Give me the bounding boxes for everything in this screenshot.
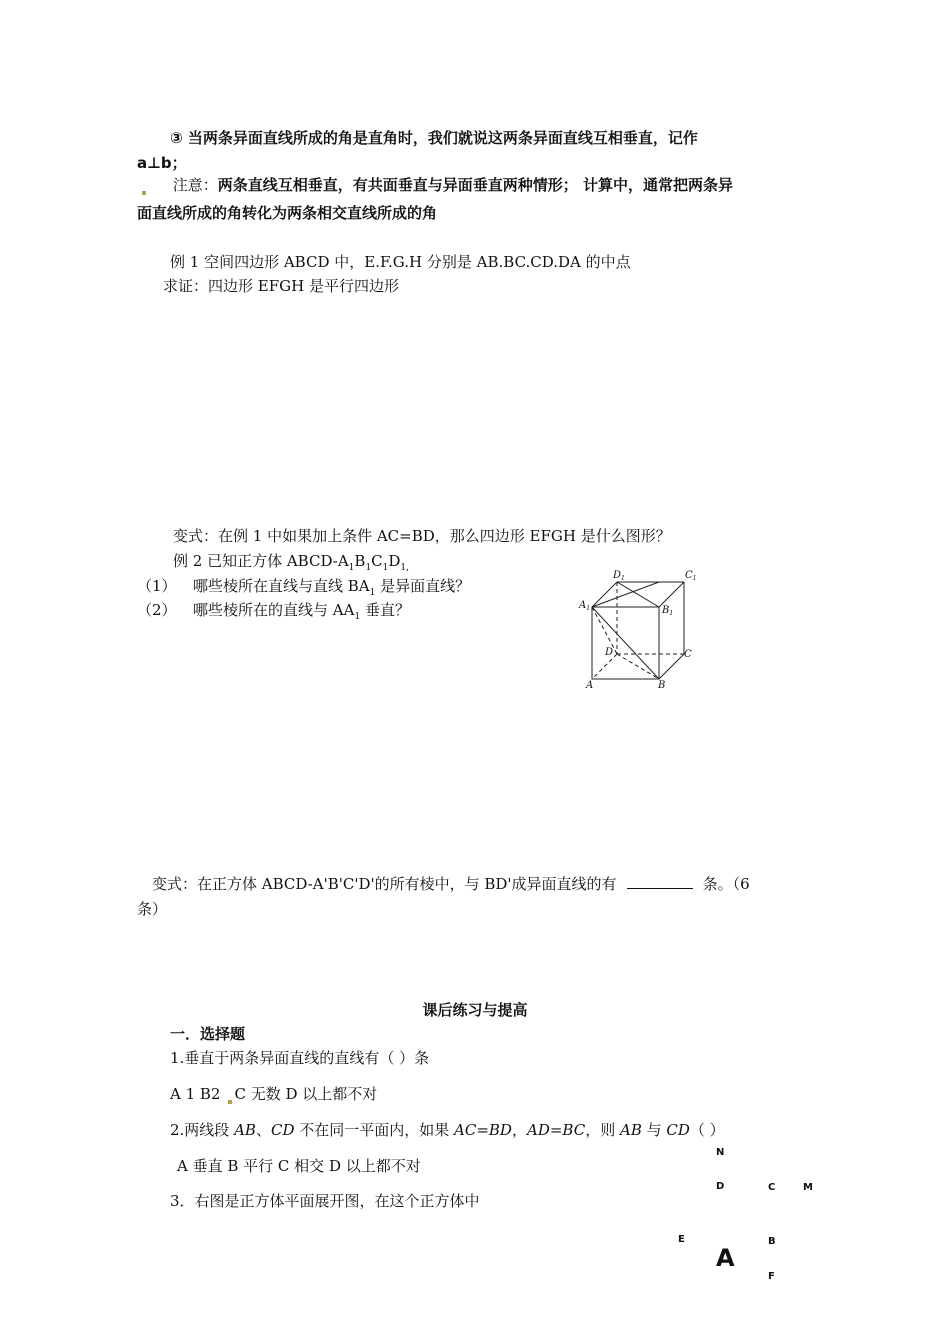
q2-cond2: AD=BC [526,1121,586,1139]
net-label-n: N [716,1147,725,1158]
variant1: 变式：在例 1 中如果加上条件 AC=BD，那么四边形 EFGH 是什么图形？ [173,527,671,545]
q2-sep: 、 [255,1121,271,1139]
answer-blank[interactable] [627,874,693,889]
q2-then: ，则 [585,1121,620,1139]
sub-3: 1 [382,563,389,573]
t-d: D [388,552,401,570]
q2-with: 与 [641,1121,667,1139]
exercise-q2 [170,1120,725,1140]
edit-mark-icon [142,191,146,195]
label-b: B [658,680,666,691]
label-a: A [586,680,594,691]
note-label: 注意： [172,176,218,194]
variant2-text: 变式：在正方体 ABCD-A'B'C'D'的所有棱中，与 BD'成异面直线的有 [152,875,617,893]
label-c: C [684,649,692,660]
q2-cond1: AC=BD [454,1121,512,1139]
q1-options-b: C 无数 D 以上都不对 [234,1085,378,1103]
exercise-q2-options: A 垂直 B 平行 C 相交 D 以上都不对 [177,1157,421,1175]
note-line2: 面直线所成的角转化为两条相交直线所成的角 [137,204,438,222]
label-d1: $D_1$ [613,570,625,582]
note-line1 [142,175,733,195]
cube-diagram [575,565,705,695]
variant2-line1 [152,874,750,894]
q2-cd: CD [270,1121,295,1139]
example2-q2 [137,600,410,627]
q2-number: （2） [137,601,177,619]
net-label-e: E [678,1234,685,1245]
section-choice: 一．选择题 [170,1025,246,1043]
example2-q1 [137,576,470,603]
q1-text: 哪些棱所在直线与直线 BA [193,577,370,595]
q2-sub: 1 [354,612,361,622]
sub-2: 1 [365,563,372,573]
q1-options-a: A 1 B2 [170,1085,221,1103]
variant2-end: 条。（6 [702,875,750,893]
exercise-q1-options [170,1084,377,1104]
q2-cd2: CD [666,1121,690,1139]
net-label-c: C [768,1182,776,1193]
q2-mid: 不在同一平面内，如果 [294,1121,455,1139]
net-label-b: B [768,1236,776,1247]
net-label-d: D [716,1181,725,1192]
exercise-q3: 3．右图是正方体平面展开图，在这个正方体中 [170,1192,480,1210]
note-text: 两条直线互相垂直，有共面垂直与异面垂直两种情形； 计算中，通常把两条异 [217,176,734,194]
net-label-a: A [716,1244,735,1272]
t-b: B [354,552,366,570]
net-label-f: F [768,1271,775,1282]
q2-ab: AB [234,1121,256,1139]
example2-title [173,551,409,578]
variant2-line2: 条） [137,900,168,918]
label-d: D [605,647,614,658]
q2-text: 哪些棱所在的直线与 AA [193,601,355,619]
q2-ab2: AB [619,1121,642,1139]
label-a1: $A_1$ [579,600,591,612]
example1-line2: 求证：四边形 EFGH 是平行四边形 [163,277,399,295]
edit-mark-icon [228,1100,232,1104]
definition-3-line2: a⊥b； [137,154,187,172]
label-c1: $C_1$ [685,570,697,582]
q1-sub: 1 [369,588,376,598]
sub-1: 1 [348,563,355,573]
label-b1: $B_1$ [662,605,674,617]
q2-end: 垂直？ [360,601,410,619]
t-c: C [371,552,383,570]
q2-end: （ ） [689,1121,725,1139]
definition-3-line1: ③ 当两条异面直线所成的角是直角时，我们就说这两条异面直线互相垂直，记作 [170,129,698,147]
exercises-heading: 课后练习与提高 [422,1001,528,1019]
q1-number: （1） [137,577,177,595]
sub-4: 1, [400,563,410,573]
q2-comma: ， [511,1121,527,1139]
exercise-q1: 1.垂直于两条异面直线的直线有（ ）条 [170,1049,430,1067]
example2-title-text: 例 2 已知正方体 ABCD-A [173,552,349,570]
q1-end: 是异面直线？ [375,577,471,595]
net-label-m: M [803,1182,813,1193]
example1-line1: 例 1 空间四边形 ABCD 中，E.F.G.H 分别是 AB.BC.CD.DA 的中点 [170,253,631,271]
q2-pre: 2.两线段 [170,1121,235,1139]
